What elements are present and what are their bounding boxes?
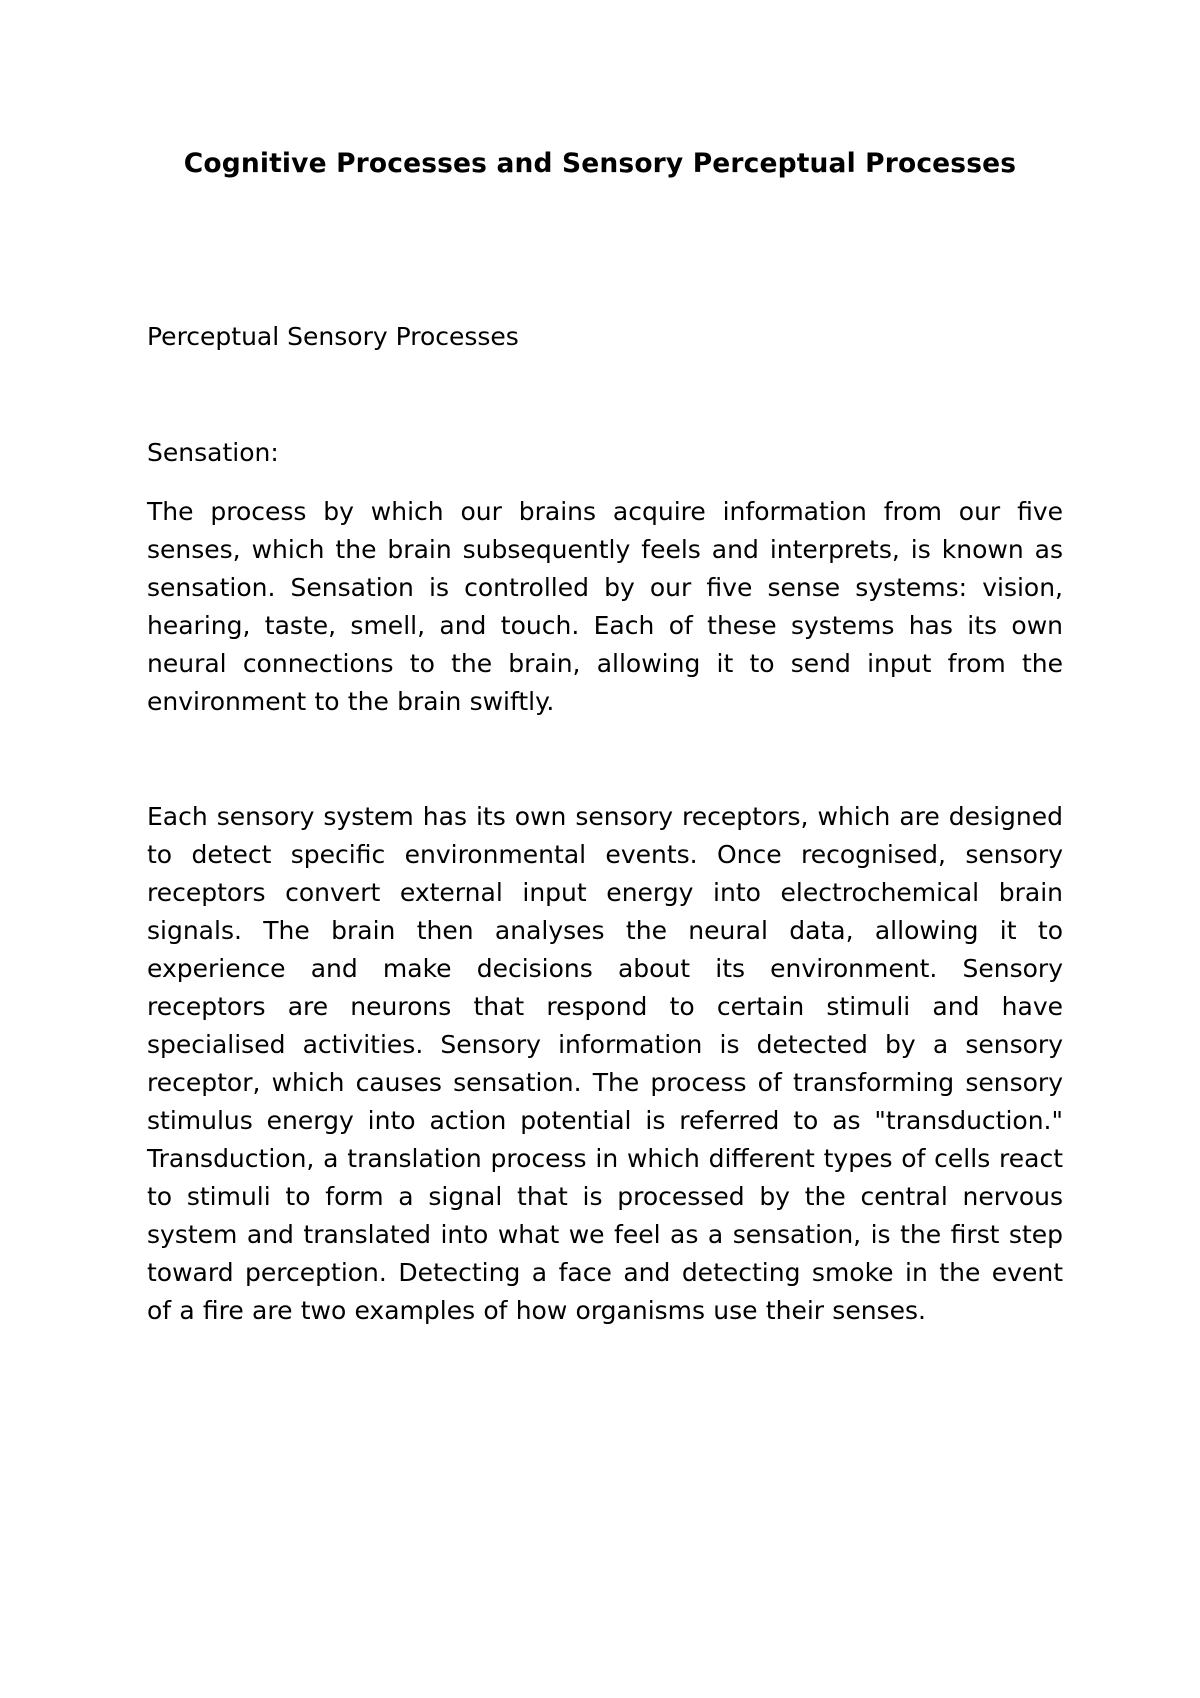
sensation-subheading: Sensation: (147, 438, 279, 467)
section-heading: Perceptual Sensory Processes (147, 322, 519, 351)
body-paragraph: The process by which our brains acquire information from our five senses, which the brain subsequently feels and interprets, is known as sensation. Sensation is controlled by our five sense systems: vision, hearing, taste, smell, and touch. Each of these systems has its own neural connections to the brain, allowing it to send input from the environment to the brain swiftly. (147, 497, 1063, 716)
document-title: Cognitive Processes and Sensory Perceptual Processes (183, 148, 1017, 179)
body-paragraph: Each sensory system has its own sensory receptors, which are designed to detect specific environmental events. Once recognised, sensory receptors convert external input energy into electrochemical brain signals. The brain then analyses the neural data, allowing it to experience and make decisions about its environment. Sensory receptors are neurons that respond to certain stimuli and have specialised activities. Sensory information is detected by a sensory receptor, which causes sensation. The process of transforming sensory stimulus energy into action potential is referred to as "transduction." Transduction, a translation process in which different types of cells react to stimuli to form a signal that is processed by the central nervous system and translated into what we feel as a sensation, is the first step toward perception. Detecting a face and detecting smoke in the event of a fire are two examples of how organisms use their senses. (147, 802, 1063, 1325)
